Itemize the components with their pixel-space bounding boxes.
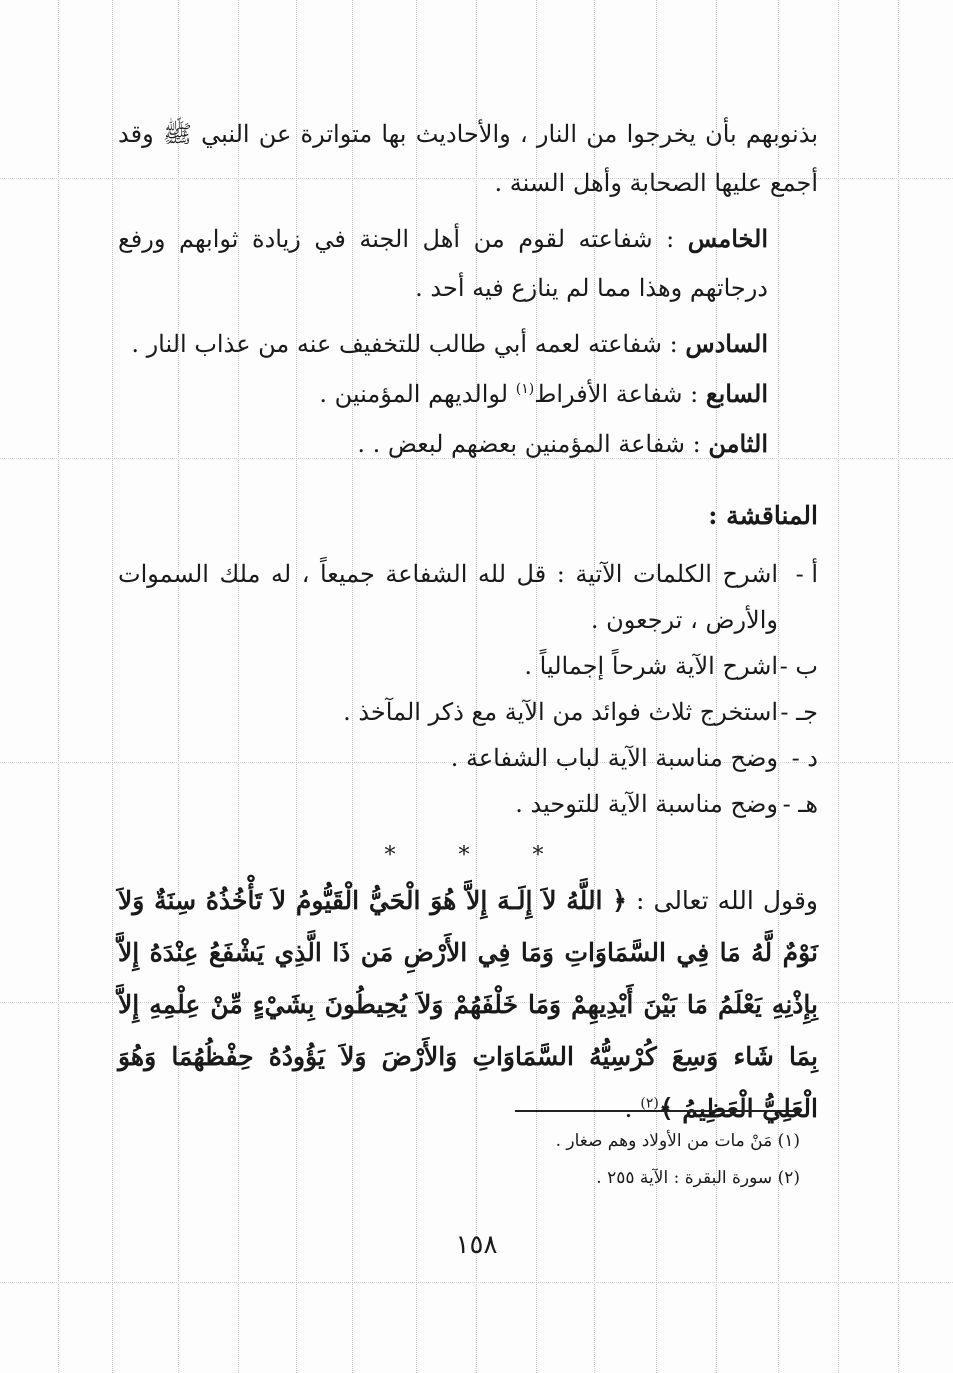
question-item (118, 781, 818, 827)
footnote-2: (٢) سورة البقرة : الآية ٢٥٥ . (596, 1168, 800, 1188)
questions-list (118, 551, 818, 827)
footnote-1: (١) مَنْ مات من الأولاد وهم صغار . (555, 1131, 800, 1151)
section-separator: * * * (384, 843, 572, 868)
text-seventh-tail: لوالديهم المؤمنين . (319, 380, 516, 408)
quran-verse (118, 875, 818, 1135)
footnote-ref-2: (٢) (640, 1095, 659, 1112)
question-marker: جـ - (780, 698, 818, 726)
question-item (118, 551, 818, 643)
label-fifth: الخامس (687, 224, 768, 253)
label-seventh: السابع (705, 379, 768, 408)
question-item (118, 643, 818, 689)
scan-guide-line (58, 0, 59, 1373)
footnote-ref-1: (١) (515, 381, 535, 397)
label-eighth: الثامن (708, 429, 768, 458)
text-eighth: : شفاعة المؤمنين بعضهم لبعض . . (357, 430, 709, 458)
verse-end: . (624, 1094, 641, 1123)
question-marker: د - (791, 744, 818, 772)
discussion-heading: المناقشة : (708, 501, 818, 530)
question-text: وضح مناسبة الآية لباب الشفاعة . (450, 744, 778, 772)
question-marker: أ - (795, 560, 818, 588)
text-sixth: : شفاعته لعمه أبي طالب للتخفيف عنه من عذاب النار . (131, 330, 686, 358)
scan-guide-line (112, 0, 113, 1373)
question-item (118, 735, 818, 781)
paragraph-seventh (118, 369, 818, 419)
verse-text: ﴿ اللَّهُ لاَ إِلَـهَ إِلاَّ هُوَ الْحَيُّ الْقَيُّومُ لاَ تَأْخُذُهُ سِنَةٌ وَلاَ نَوْمٌ لَّهُ مَا فِي السَّمَاوَاتِ وَمَا فِي الأَرْضِ مَن ذَا الَّذِي يَشْفَعُ عِنْدَهُ إِلاَّ بِإِذْنِهِ يَعْلَمُ مَا بَيْنَ أَيْدِيهِمْ وَمَا خَلْفَهُمْ وَلاَ يُحِيطُونَ بِشَيْءٍ مِّنْ عِلْمِهِ إِلاَّ بِمَا شَاء وَسِعَ كُرْسِيُّهُ السَّمَاوَاتِ وَالأَرْضَ وَلاَ يَؤُودُهُ حِفْظُهُمَا وَهُوَ الْعَلِيُّ الْعَظِيمُ ﴾ (118, 886, 818, 1123)
scan-guide-line (0, 1282, 953, 1283)
paragraph-sixth (118, 319, 818, 369)
question-item (118, 689, 818, 735)
question-text: استخرج ثلاث فوائد من الآية مع ذكر المآخذ . (343, 698, 778, 726)
footnotes (118, 1123, 800, 1197)
scan-guide-line (838, 0, 839, 1373)
scan-guide-line (898, 0, 899, 1373)
main-text (118, 110, 818, 1135)
paragraph-fifth (118, 214, 818, 313)
question-marker: هـ - (782, 790, 818, 818)
paragraph-eighth (118, 419, 818, 469)
question-marker: ب - (779, 652, 818, 680)
verse-intro: وقول الله تعالى : (626, 886, 818, 915)
text-seventh: : شفاعة الأفراط (534, 380, 706, 408)
footnote-rule (515, 1110, 800, 1112)
question-text: وضح مناسبة الآية للتوحيد . (515, 790, 778, 818)
question-text: اشرح الآية شرحاً إجمالياً . (524, 652, 778, 680)
paragraph-hadith: بذنوبهم بأن يخرجوا من النار ، والأحاديث بها متواترة عن النبي ﷺ وقد أجمع عليها الصحابة وأهل السنة . (118, 120, 818, 197)
page-number: ١٥٨ (455, 1230, 498, 1260)
question-text: اشرح الكلمات الآتية : قل لله الشفاعة جميعاً ، له ملك السموات والأرض ، ترجعون . (118, 560, 778, 634)
label-sixth: السادس (685, 329, 768, 358)
text-fifth: : شفاعته لقوم من أهل الجنة في زيادة ثوابهم ورفع درجاتهم وهذا مما لم ينازع فيه أحد . (118, 225, 768, 302)
